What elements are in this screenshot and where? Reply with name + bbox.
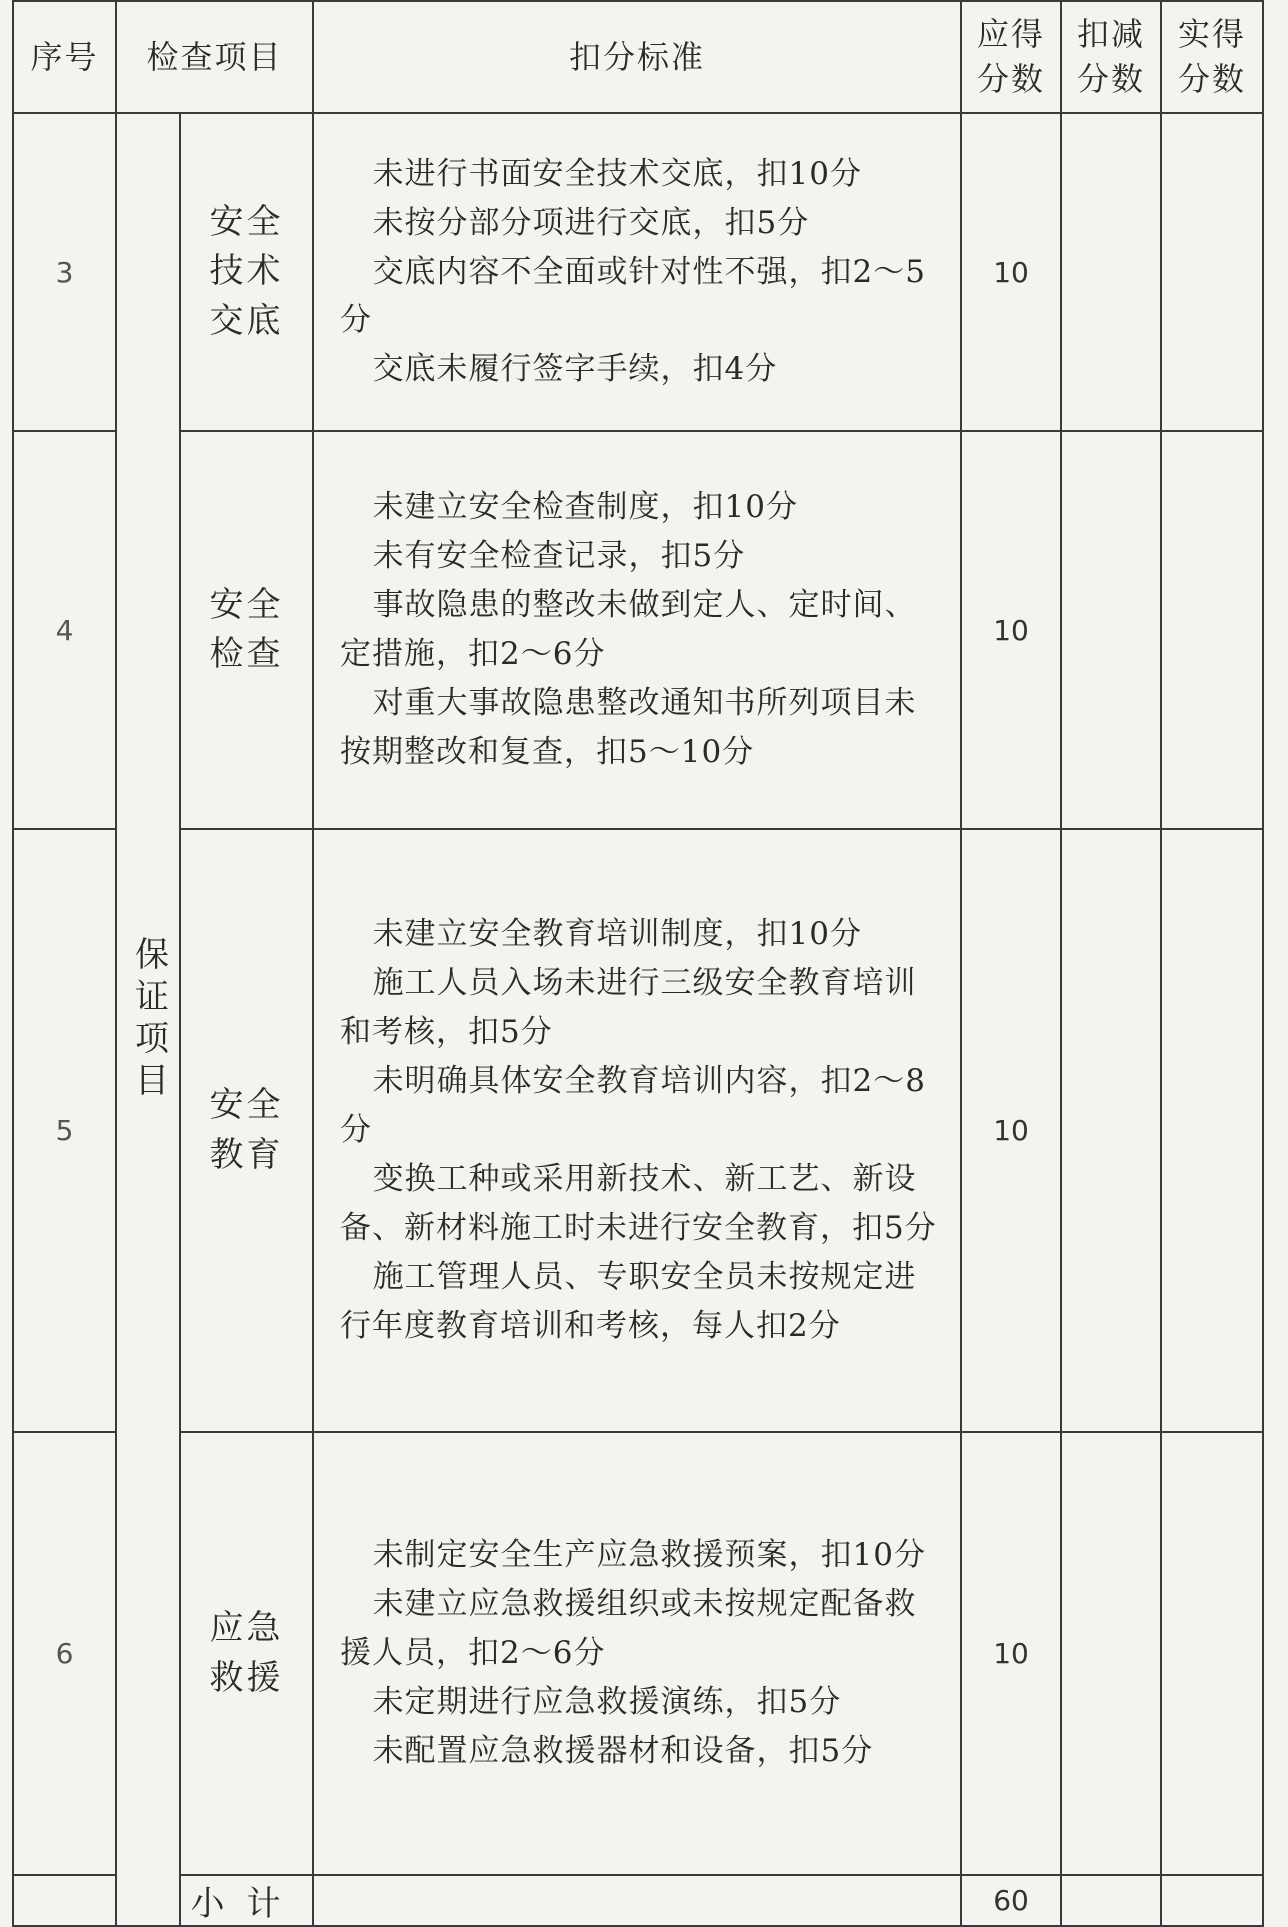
subtotal-actual-points — [1161, 1875, 1263, 1926]
row-seq: 4 — [13, 431, 116, 829]
group-label: 保证项目 — [128, 935, 169, 1104]
standard-line: 施工管理人员、专职安全员未按规定进行年度教育培训和考核，每人扣2分 — [340, 1258, 917, 1344]
table-row — [13, 1432, 1263, 1875]
subtotal-row — [13, 1875, 1263, 1926]
standard-line: 未建立安全检查制度，扣10分 — [372, 489, 799, 526]
header-row — [13, 1, 1263, 113]
standard-line: 未建立应急救援组织或未按规定配备救援人员，扣2～6分 — [340, 1586, 917, 1672]
standard-line: 未进行书面安全技术交底，扣10分 — [372, 155, 863, 192]
standard-line: 未建立安全教育培训制度，扣10分 — [372, 916, 863, 953]
row-actual-points — [1161, 113, 1263, 431]
table-row — [13, 431, 1263, 829]
standard-line: 未配置应急救援器材和设备，扣5分 — [372, 1732, 874, 1769]
group-cell — [116, 113, 180, 1926]
row-item: 安全技术交底 — [180, 113, 313, 431]
subtotal-deducted-points — [1061, 1875, 1161, 1926]
row-deducted-points — [1061, 829, 1161, 1432]
subtotal-label: 小计 — [180, 1875, 313, 1926]
header-actual-points: 实得分数 — [1161, 1, 1263, 113]
row-standards — [313, 113, 961, 431]
row-item: 应急救援 — [180, 1432, 313, 1875]
standard-line: 对重大事故隐患整改通知书所列项目未按期整改和复查，扣5～10分 — [340, 684, 917, 770]
row-standards — [313, 829, 961, 1432]
row-actual-points — [1161, 1432, 1263, 1875]
row-seq: 5 — [13, 829, 116, 1432]
row-due-points: 10 — [961, 431, 1061, 829]
row-deducted-points — [1061, 431, 1161, 829]
subtotal-due-points: 60 — [961, 1875, 1061, 1926]
row-deducted-points — [1061, 113, 1161, 431]
standard-line: 未定期进行应急救援演练，扣5分 — [372, 1683, 842, 1720]
standard-line: 交底内容不全面或针对性不强，扣2～5分 — [340, 253, 927, 339]
row-actual-points — [1161, 829, 1263, 1432]
header-item: 检查项目 — [116, 1, 313, 113]
row-item: 安全教育 — [180, 829, 313, 1432]
row-seq: 3 — [13, 113, 116, 431]
row-seq: 6 — [13, 1432, 116, 1875]
row-due-points: 10 — [961, 113, 1061, 431]
row-standards — [313, 1432, 961, 1875]
table-row — [13, 113, 1263, 431]
row-actual-points — [1161, 431, 1263, 829]
standard-line: 未制定安全生产应急救援预案，扣10分 — [372, 1537, 927, 1574]
standard-line: 未按分部分项进行交底，扣5分 — [372, 204, 810, 241]
subtotal-seq — [13, 1875, 116, 1926]
standard-line: 交底未履行签字手续，扣4分 — [372, 351, 778, 388]
row-deducted-points — [1061, 1432, 1161, 1875]
header-standard: 扣分标准 — [313, 1, 961, 113]
standard-line: 事故隐患的整改未做到定人、定时间、定措施，扣2～6分 — [340, 587, 917, 672]
row-due-points: 10 — [961, 1432, 1061, 1875]
standard-line: 未有安全检查记录，扣5分 — [372, 538, 746, 575]
standard-line: 未明确具体安全教育培训内容，扣2～8分 — [340, 1063, 927, 1149]
header-due-points: 应得分数 — [961, 1, 1061, 113]
row-standards — [313, 431, 961, 829]
subtotal-standards — [313, 1875, 961, 1926]
header-seq: 序号 — [13, 1, 116, 113]
table-row — [13, 829, 1263, 1432]
standard-line: 变换工种或采用新技术、新工艺、新设备、新材料施工时未进行安全教育，扣5分 — [340, 1160, 937, 1246]
row-due-points: 10 — [961, 829, 1061, 1432]
safety-inspection-table — [12, 0, 1264, 1927]
header-deducted-points: 扣减分数 — [1061, 1, 1161, 113]
row-item: 安全检查 — [180, 431, 313, 829]
standard-line: 施工人员入场未进行三级安全教育培训和考核，扣5分 — [340, 965, 917, 1051]
